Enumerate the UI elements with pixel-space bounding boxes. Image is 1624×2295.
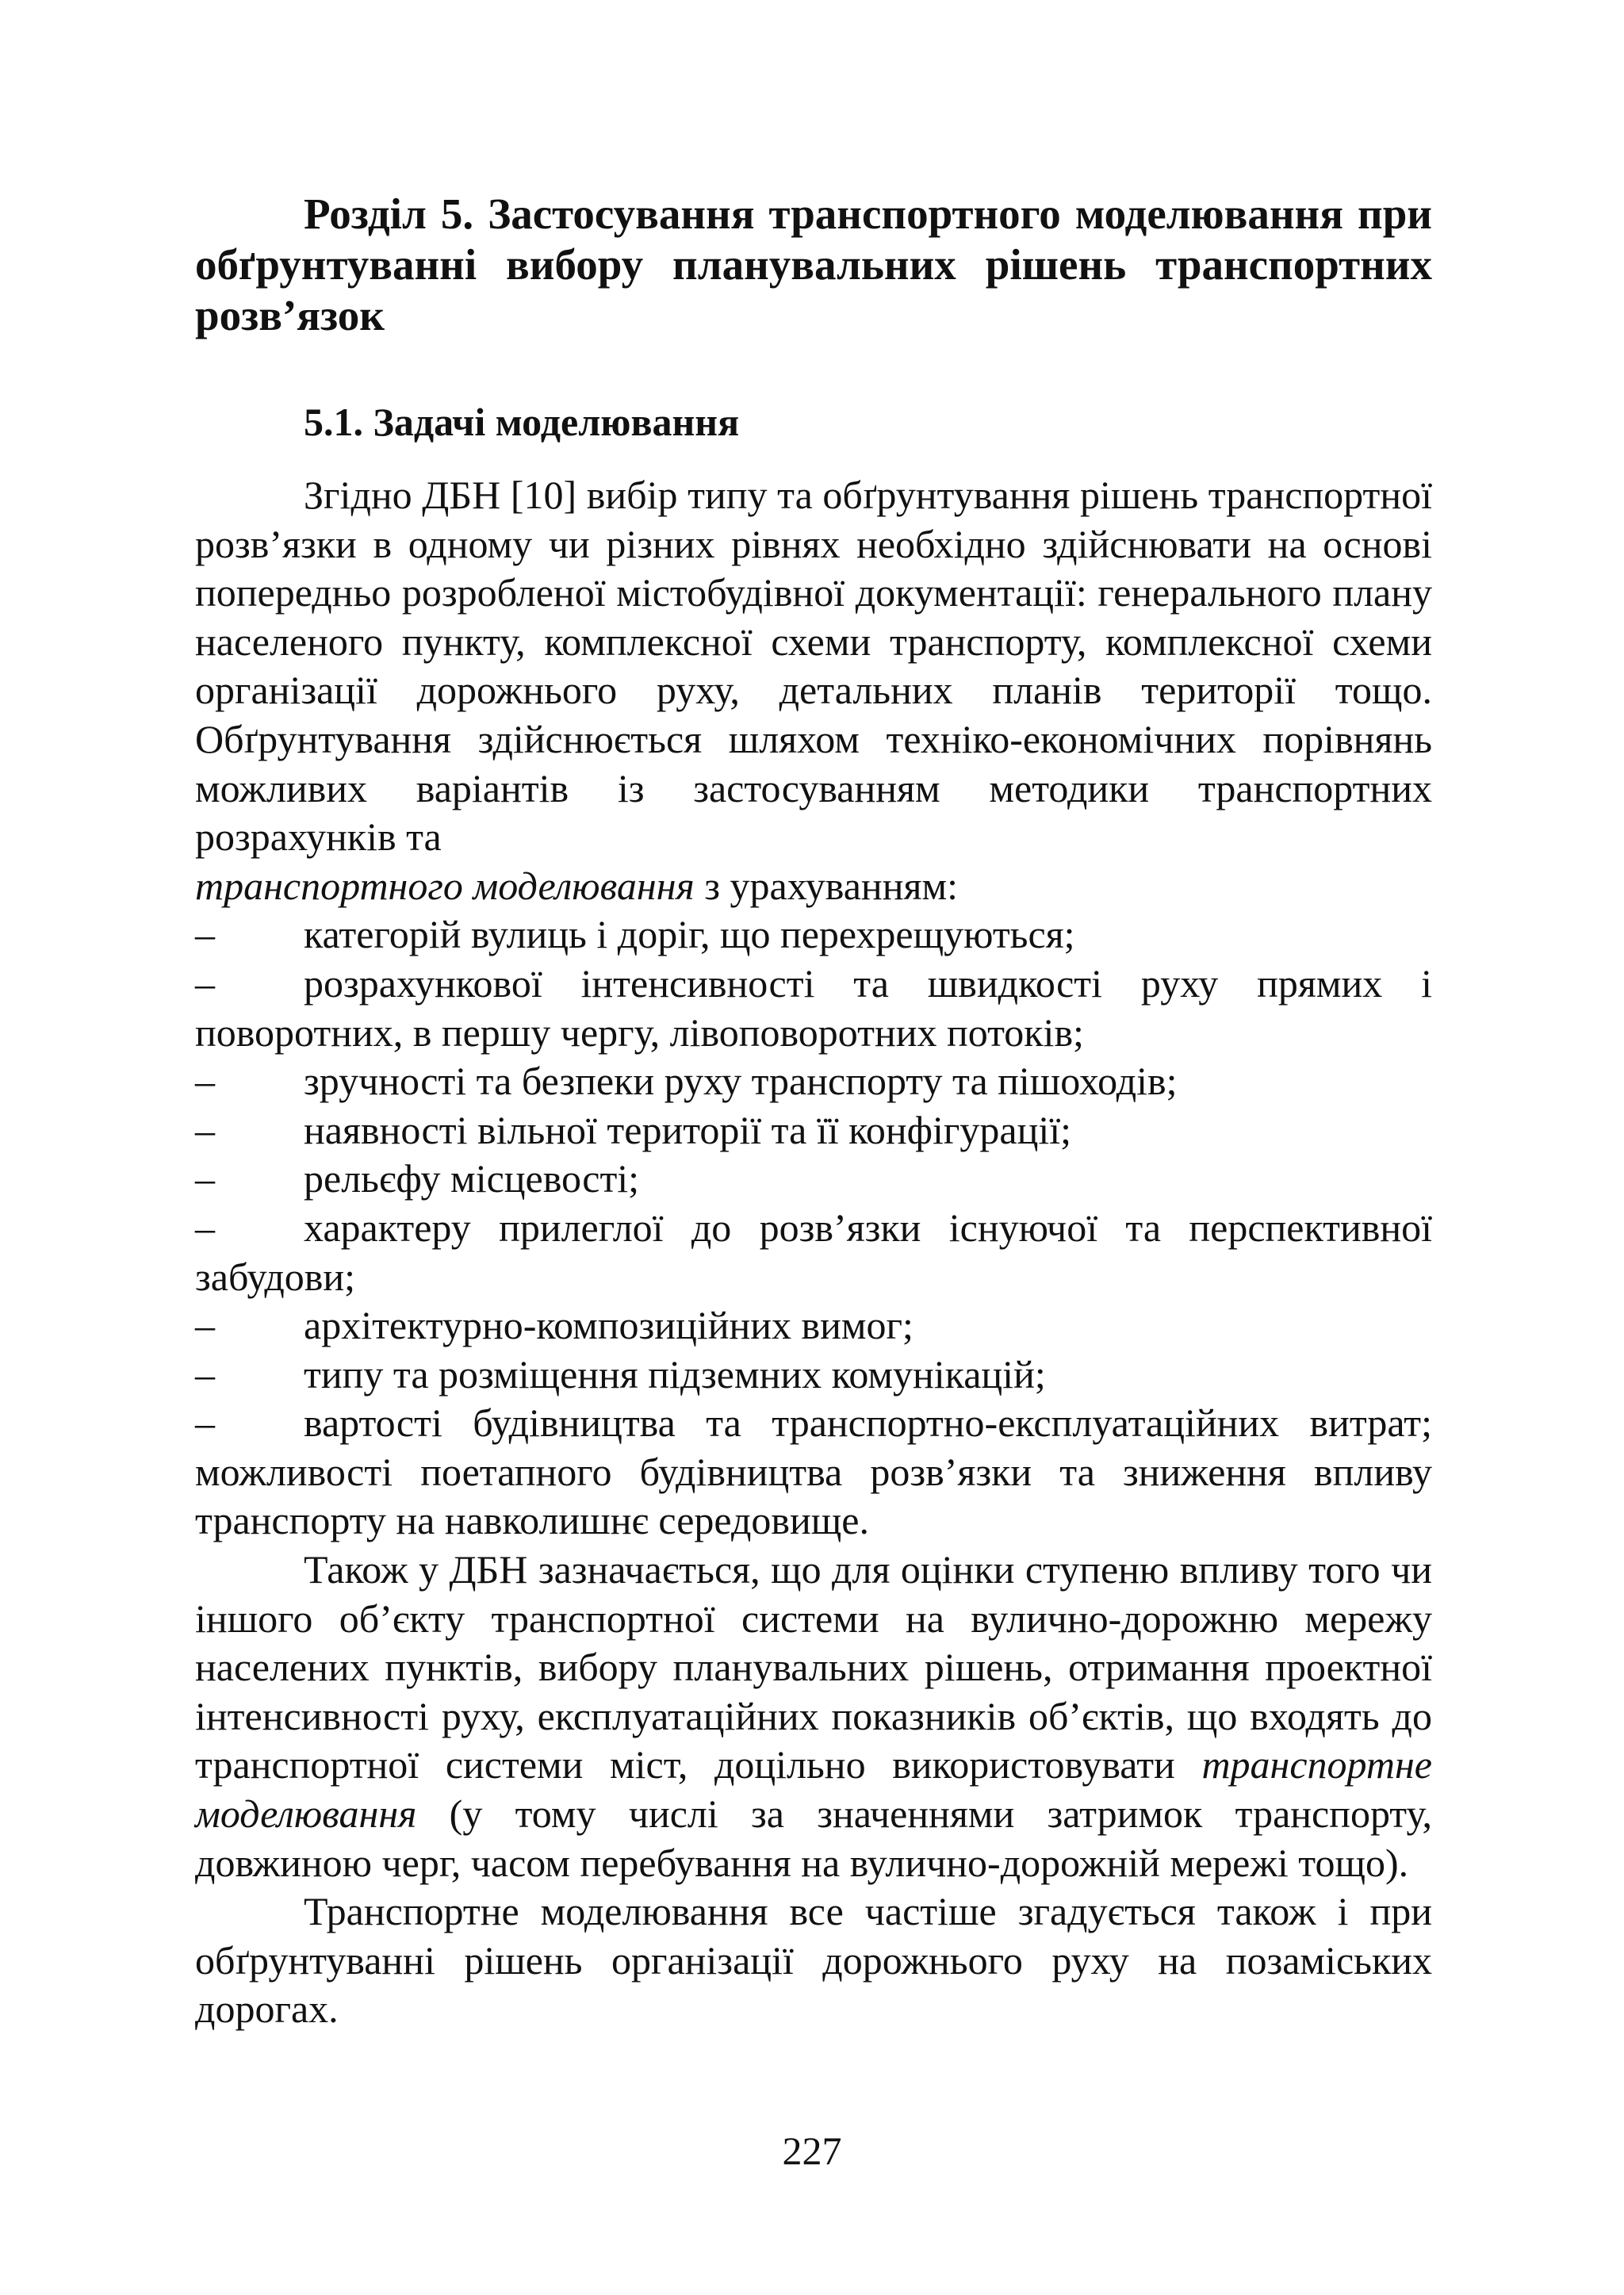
dash-marker: – <box>195 1400 215 1446</box>
list-item <box>195 910 1432 960</box>
dash-marker: – <box>195 1107 215 1152</box>
list-item <box>195 1106 1432 1155</box>
dash-marker: – <box>195 1351 215 1397</box>
list-item <box>195 960 1432 1057</box>
list-item-text: типу та розміщення підземних комунікацій; <box>304 1351 1046 1397</box>
section-heading: 5.1. Задачі моделювання <box>304 400 740 444</box>
list-item <box>195 1301 1432 1351</box>
dbn-italic-term: транспортне моделювання <box>195 1742 1432 1837</box>
list-item-text: наявності вільної території та її конфігурації; <box>304 1107 1072 1152</box>
dbn-paragraph <box>195 1546 1432 1887</box>
dash-marker: – <box>195 1205 215 1250</box>
intro-italic-term: транспортного моделювання <box>195 863 695 908</box>
list-item-text: архітектурно-композиційних вимог; <box>304 1303 914 1348</box>
dash-marker: – <box>195 912 215 957</box>
list-item-text: характеру прилеглої до розв’язки існуючої та перспективної забудови; <box>195 1205 1432 1299</box>
page-number: 227 <box>782 2128 842 2173</box>
dash-marker: – <box>195 960 215 1006</box>
list-item-text: категорій вулиць і доріг, що перехрещуються; <box>304 912 1075 957</box>
list-item-text: вартості будівництва та транспортно-експлуатаційних витрат; можливості поетапного будівництва розв’язки та зниження впливу транспорту на навколишнє середовище. <box>195 1400 1432 1543</box>
dash-marker: – <box>195 1303 215 1348</box>
intro-text: Згідно ДБН [10] вибір типу та обґрунтування рішень транспортної розв’язки в одному чи різних рівнях необхідно здійснювати на основі попередньо розробленої містобудівної документації: генерального плану населеного пункту, комплексної схеми транспорту, комплексної схеми організації дорожнього руху, детальних планів території тощо. Обґрунтування здійснюється шляхом техніко-економічних порівнянь можливих варіантів із застосуванням методики транспортних розрахунків та <box>195 473 1432 860</box>
dbn-text: Також у ДБН зазначається, що для оцінки ступеню впливу того чи іншого об’єкту транспортної системи на вулично-дорожню мережу населених пунктів, вибору планувальних рішень, отримання проектної інтенсивності руху, експлуатаційних показників об’єктів, що входять до транспортної системи міст, доцільно використовувати <box>195 1547 1432 1787</box>
intro-paragraph <box>195 471 1432 862</box>
intro-paragraph-ending <box>195 862 1432 911</box>
intro-text-end: з урахуванням: <box>704 863 958 908</box>
list-item-text: зручності та безпеки руху транспорту та пішоходів; <box>304 1059 1178 1104</box>
dash-marker: – <box>195 1059 215 1104</box>
list-item <box>195 1351 1432 1400</box>
list-item-text: рельєфу місцевості; <box>304 1156 640 1201</box>
closing-paragraph: Транспортне моделювання все частіше згадується також і при обґрунтуванні рішень організації дорожнього руху на позаміських дорогах. <box>195 1889 1432 2032</box>
chapter-title: Розділ 5. Застосування транспортного моделювання при обґрунтуванні вибору планувальних рішень транспортних розв’язок <box>195 190 1432 339</box>
dbn-text-end: (у тому числі за значеннями затримок транспорту, довжиною черг, часом перебування на вулично-дорожній мережі тощо). <box>195 1791 1432 1885</box>
list-item-text: розрахункової інтенсивності та швидкості руху прямих і поворотних, в першу чергу, лівоповоротних потоків; <box>195 960 1432 1055</box>
list-item <box>195 1155 1432 1204</box>
body-text <box>195 471 1432 2034</box>
list-item <box>195 1204 1432 1301</box>
dash-marker: – <box>195 1156 215 1201</box>
list-item <box>195 1057 1432 1106</box>
list-item <box>195 1399 1432 1546</box>
